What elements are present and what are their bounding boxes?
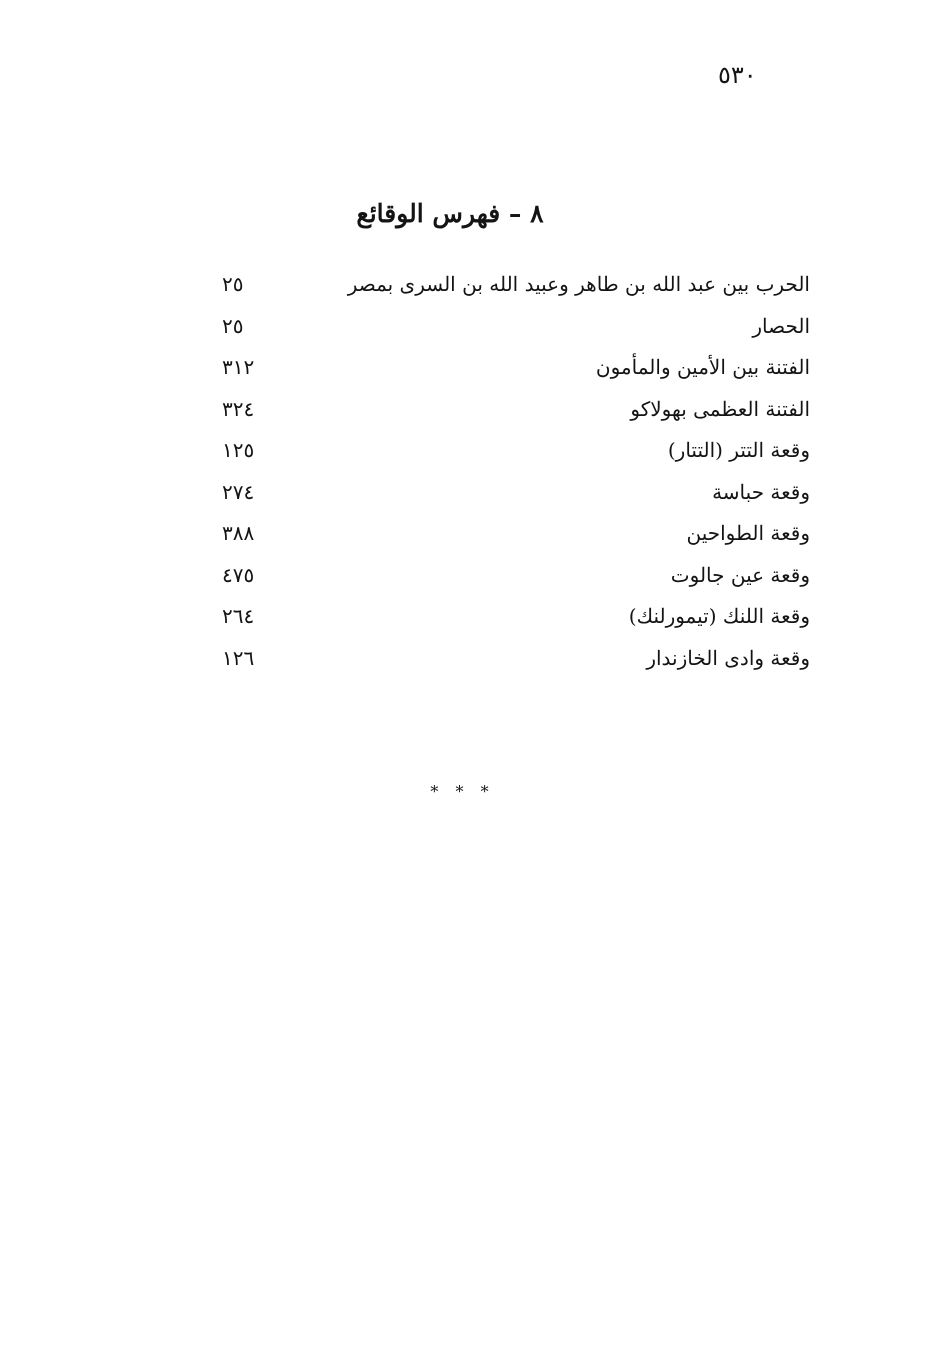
events-index-list [200,264,810,679]
index-entry [200,638,810,680]
entry-page-number: ٣١٢ [222,355,255,379]
entry-page-number: ٣٨٨ [222,521,255,545]
entry-text: وقعة الطواحين [686,521,810,545]
entry-page-number: ٣٢٤ [222,396,255,421]
entry-page-number: ٢٦٤ [222,604,255,628]
entry-text: الحصار [752,313,810,338]
entry-page-number: ٤٧٥ [222,562,255,587]
entry-page-number: ١٢٥ [222,438,255,462]
index-entry [200,596,810,638]
section-end-mark: * * * [430,782,495,801]
index-entry [200,389,810,431]
entry-text: وقعة اللنك (تيمورلنك) [628,604,810,628]
index-entry [200,555,810,597]
index-entry [200,306,810,348]
index-entry [200,430,810,472]
index-entry [200,513,810,555]
entry-page-number: ٢٥ [222,272,244,296]
index-entry [200,264,810,306]
entry-text: الحرب بين عبد الله بن طاهر وعبيد الله بن السرى بمصر [347,272,810,296]
entry-page-number: ١٢٦ [222,645,255,670]
entry-page-number: ٢٥ [222,313,244,338]
entry-text: وقعة التتر (التتار) [667,438,810,462]
page-number: ٥٣٠ [718,61,757,89]
entry-text: الفتنة بين الأمين والمأمون [595,355,810,379]
entry-text: وقعة حباسة [712,479,810,504]
index-entry [200,472,810,514]
entry-page-number: ٢٧٤ [222,479,255,504]
index-entry [200,347,810,389]
entry-text: وقعة عين جالوت [670,562,810,587]
entry-text: وقعة وادى الخازندار [646,645,810,670]
index-title: ٨ – فهرس الوقائع [356,199,544,228]
entry-text: الفتنة العظمى بهولاكو [630,396,810,421]
